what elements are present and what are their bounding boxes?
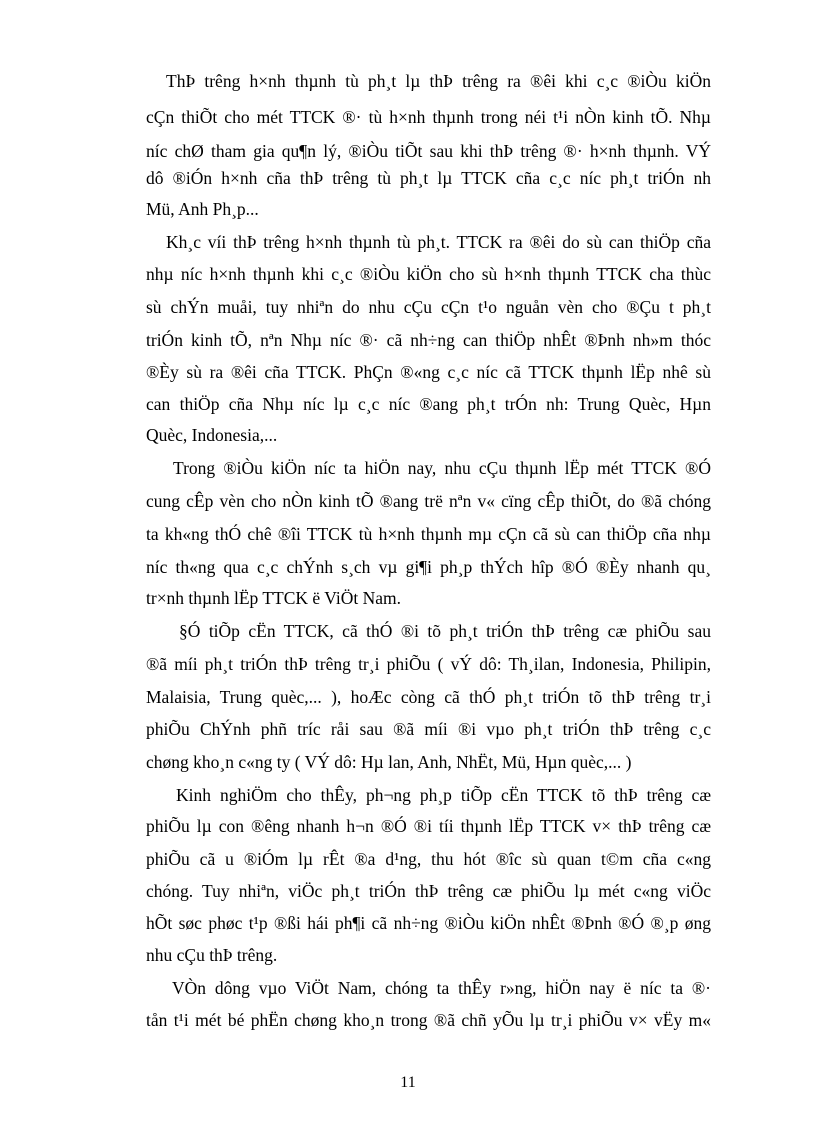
- text-line: ta kh«ng thÓ chê ®îi TTCK tù h×nh thµnh mµ cÇn cã sù can thiÖp cña nhµ: [146, 524, 711, 544]
- text-line: triÓn kinh tÕ, nªn Nhµ níc ®· cã nh÷ng can thiÖp nhÊt ®Þnh nh»m thóc: [146, 330, 711, 350]
- text-line: phiÕu ChÝnh phñ tríc råi sau ®ã míi ®i vµo ph¸t triÓn thÞ trêng c¸c: [146, 719, 711, 739]
- text-line: hÕt søc phøc t¹p ®ßi hái ph¶i cã nh÷ng ®iÒu kiÖn nhÊt ®Þnh ®Ó ®¸p øng: [146, 913, 711, 933]
- text-line: Mü, Anh Ph¸p...: [146, 199, 259, 219]
- text-line: Malaisia, Trung quèc,... ), hoÆc còng cã thÓ ph¸t triÓn tõ thÞ trêng tr¸i: [146, 687, 711, 707]
- text-line: ®Èy sù ra ®êi cña TTCK. PhÇn ®«ng c¸c níc cã TTCK thµnh lËp nhê sù: [146, 362, 711, 382]
- text-line: phiÕu cã u ®iÓm lµ rÊt ®a d¹ng, thu hót ®îc sù quan t©m cña c«ng: [146, 849, 711, 869]
- text-line: Quèc, Indonesia,...: [146, 425, 278, 445]
- text-line: Kinh nghiÖm cho thÊy, ph¬ng ph¸p tiÕp cËn TTCK tõ thÞ trêng cæ: [176, 785, 711, 805]
- text-line: phiÕu lµ con ®êng nhanh h¬n ®Ó ®i tíi thµnh lËp TTCK v× thÞ trêng cæ: [146, 816, 711, 836]
- text-line: chøng kho¸n c«ng ty ( VÝ dô: Hµ lan, Anh, NhËt, Mü, Hµn quèc,... ): [146, 752, 632, 772]
- text-line: VÒn dông vµo ViÖt Nam, chóng ta thÊy r»ng, hiÖn nay ë níc ta ®·: [172, 978, 711, 998]
- text-line: can thiÖp cña Nhµ níc lµ c¸c níc ®ang ph¸t trÓn nh: Trung Quèc, Hµn: [146, 394, 711, 414]
- text-line: níc th«ng qua c¸c chÝnh s¸ch vµ gi¶i ph¸p thÝch hîp ®Ó ®Èy nhanh qu¸: [146, 557, 711, 577]
- text-line: §Ó tiÕp cËn TTCK, cã thÓ ®i tõ ph¸t triÓn thÞ trêng cæ phiÕu sau: [179, 621, 711, 641]
- text-line: tr×nh thµnh lËp TTCK ë ViÖt Nam.: [146, 588, 401, 608]
- text-line: ®ã míi ph¸t triÓn thÞ trêng tr¸i phiÕu ( vÝ dô: Th¸ilan, Indonesia, Philipin,: [146, 654, 711, 674]
- text-line: nhu cÇu thÞ trêng.: [146, 945, 278, 965]
- text-line: ThÞ trêng h×nh thµnh tù ph¸t lµ thÞ trêng ra ®êi khi c¸c ®iÒu kiÖn: [166, 71, 711, 91]
- text-line: cung cÊp vèn cho nÒn kinh tÕ ®ang trë nªn v« cïng cÊp thiÕt, do ®ã chóng: [146, 491, 711, 511]
- text-line: níc chØ tham gia qu¶n lý, ®iÒu tiÕt sau khi thÞ trêng ®· h×nh thµnh. VÝ: [146, 141, 711, 161]
- text-line: dô ®iÓn h×nh cña thÞ trêng tù ph¸t lµ TTCK cña c¸c níc ph¸t triÓn nh: [146, 168, 711, 188]
- text-line: sù chÝn muåi, tuy nhiªn do nhu cÇu cÇn t¹o nguån vèn cho ®Çu t ph¸t: [146, 297, 711, 317]
- text-line: nhµ níc h×nh thµnh khi c¸c ®iÒu kiÖn cho sù h×nh thµnh TTCK cha thùc: [146, 264, 711, 284]
- page-number: 11: [400, 1074, 416, 1091]
- text-line: cÇn thiÕt cho mét TTCK ®· tù h×nh thµnh trong néi t¹i nÒn kinh tÕ. Nhµ: [146, 107, 711, 127]
- text-line: chóng. Tuy nhiªn, viÖc ph¸t triÓn thÞ trêng cæ phiÕu lµ mét c«ng viÖc: [146, 881, 711, 901]
- text-line: tån t¹i mét bé phËn chøng kho¸n trong ®ã chñ yÕu lµ tr¸i phiÕu v× vËy m«: [146, 1010, 711, 1030]
- text-line: Trong ®iÒu kiÖn níc ta hiÖn nay, nhu cÇu thµnh lËp mét TTCK ®Ó: [173, 458, 711, 478]
- text-line: Kh¸c víi thÞ trêng h×nh thµnh tù ph¸t. TTCK ra ®êi do sù can thiÖp cña: [166, 232, 711, 252]
